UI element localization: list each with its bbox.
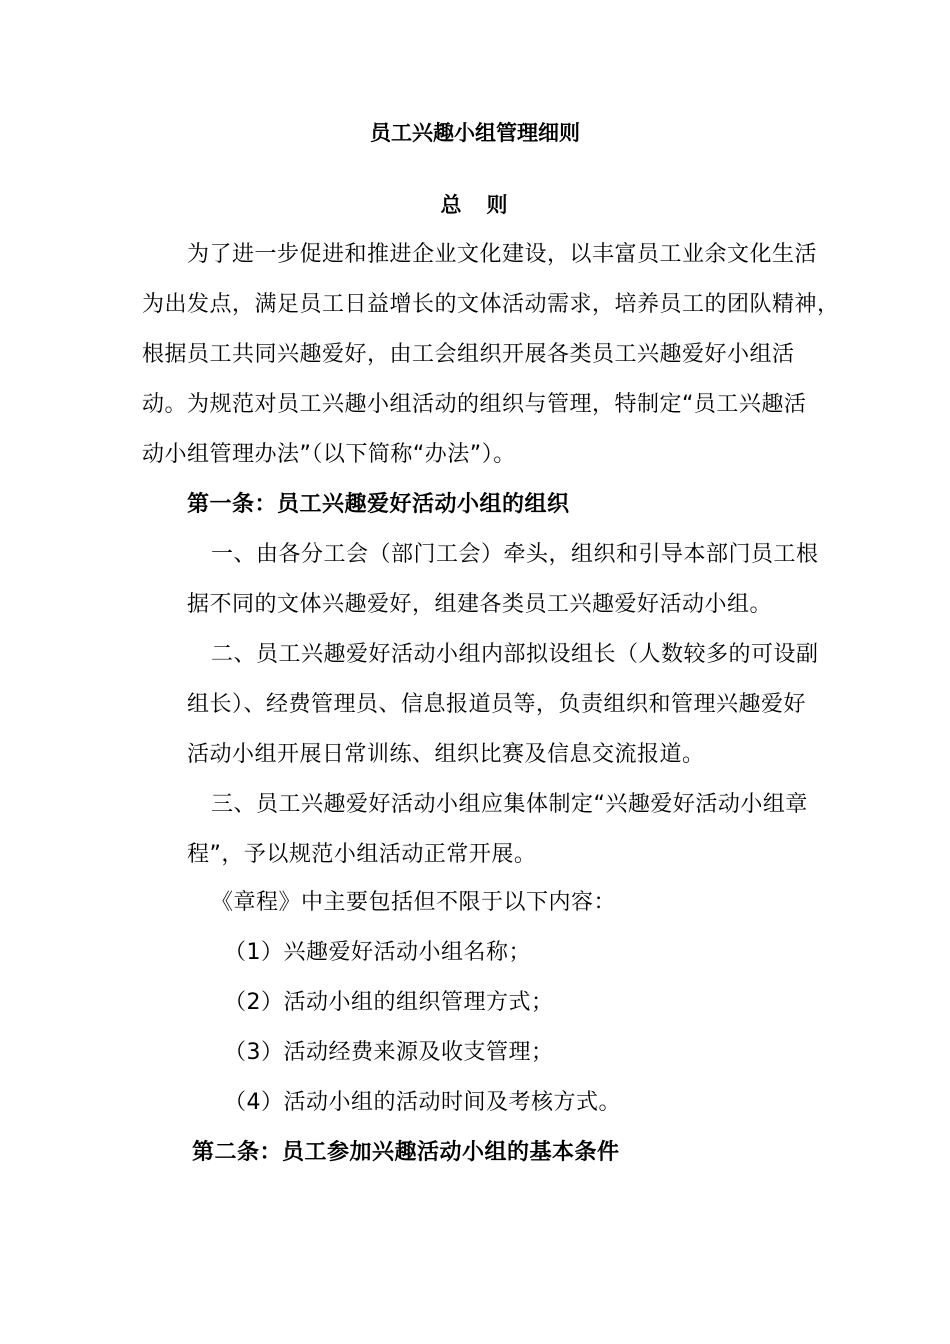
paragraph-line: 为了进一步促进和推进企业文化建设，以丰富员工业余文化生活 [187,242,818,267]
paragraph-line: 活动小组开展日常训练、组织比赛及信息交流报道。 [187,742,705,767]
charter-list-item: （3）活动经费来源及收支管理； [224,1040,554,1065]
paragraph-line: 一、由各分工会（部门工会）牵头，组织和引导本部门员工根 [211,542,819,567]
article2-heading: 第二条：员工参加兴趣活动小组的基本条件 [192,1140,620,1165]
paragraph-line: 为出发点，满足员工日益增长的文体活动需求，培养员工的团队精神， [142,292,840,317]
section-heading: 总 则 [440,193,510,217]
paragraph-line: 动小组管理办法”（以下简称“办法”）。 [142,442,516,467]
charter-list-item: （4）活动小组的活动时间及考核方式。 [224,1090,621,1115]
charter-list-item: （1）兴趣爱好活动小组名称； [224,940,531,965]
paragraph-line: 程”，予以规范小组活动正常开展。 [187,842,537,867]
article1-heading: 第一条：员工兴趣爱好活动小组的组织 [187,492,570,517]
paragraph-line: 根据员工共同兴趣爱好，由工会组织开展各类员工兴趣爱好小组活 [142,342,795,367]
paragraph-line: 动。为规范对员工兴趣小组活动的组织与管理，特制定“员工兴趣活 [142,392,807,417]
charter-intro: 《章程》中主要包括但不限于以下内容： [211,890,617,915]
paragraph-line: 三、员工兴趣爱好活动小组应集体制定“兴趣爱好活动小组章 [211,792,808,817]
charter-list-item: （2）活动小组的组织管理方式； [224,990,554,1015]
document-title: 员工兴趣小组管理细则 [370,121,580,145]
paragraph-line: 组长）、经费管理员、信息报道员等，负责组织和管理兴趣爱好 [187,692,807,717]
paragraph-line: 据不同的文体兴趣爱好，组建各类员工兴趣爱好活动小组。 [187,592,773,617]
paragraph-line: 二、员工兴趣爱好活动小组内部拟设组长（人数较多的可设副 [211,642,819,667]
